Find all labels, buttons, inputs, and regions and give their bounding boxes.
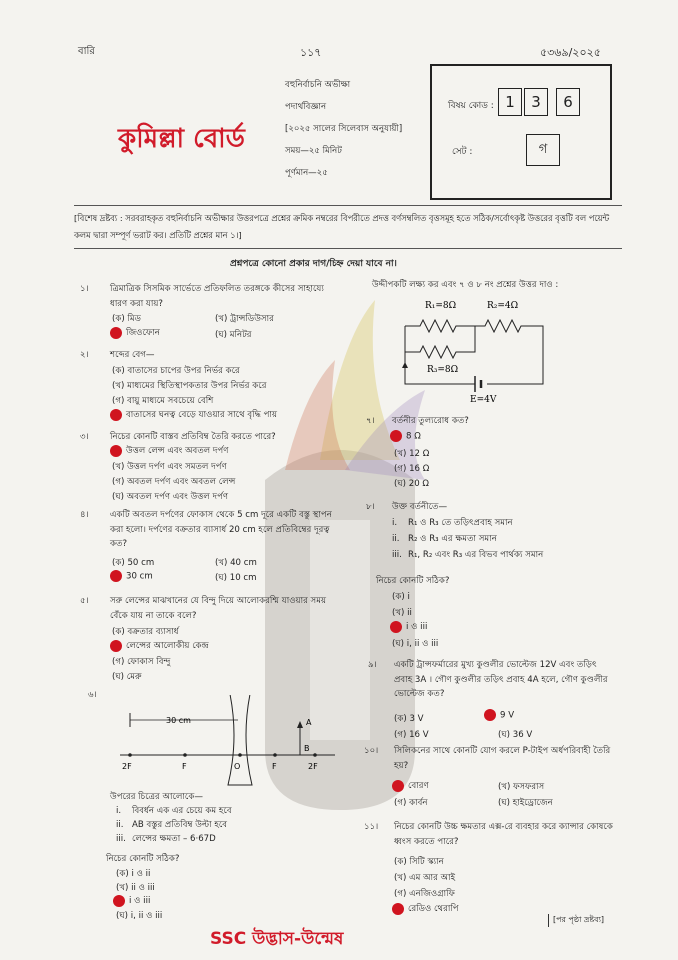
- option[interactable]: (খ) ট্রান্সডিউসার: [215, 314, 274, 324]
- statement: [392, 532, 497, 546]
- question-number: ১০।: [364, 746, 379, 756]
- question-text: শব্দের বেগ—: [110, 350, 155, 360]
- option[interactable]: (গ) বায়ু মাধ্যমে সবচেয়ে বেশি: [112, 396, 214, 406]
- question-text: সরু লেন্সের মাঝখানের যে বিন্দু দিয়ে আলোকরশ্মি যাওয়ার সময় বেঁকে যায় না তাকে বলে?: [110, 596, 327, 621]
- option[interactable]: (ক) বক্রতার ব্যাসার্ধ: [112, 627, 179, 637]
- question-text: একটি ট্রান্সফর্মারের মুখ্য কুণ্ডলীর ভোল্টেজ 12V এবং তড়িৎ প্রবাহ 3A । গৌণ কুণ্ডলীর তড়িৎ প্রবাহ 4A হলে, গৌণ কুণ্ডলীর ভোল্টেজ কত?: [394, 660, 608, 699]
- option-selected[interactable]: [110, 444, 228, 458]
- filled-bubble: [484, 709, 496, 721]
- instructions: [বিশেষ দ্রষ্টব্য : সরবরাহকৃত বহুনির্বাচনি অভীক্ষার উত্তরপত্রে প্রশ্নের ক্রমিক নম্বরের বিপরীতে প্রদত্ত বর্ণসম্বলিত বৃত্তসমূহ হতে সঠিক/সর্বোৎকৃষ্ট উত্তরের বৃত্তটি বল পয়েন্ট কলম দ্বারা সম্পূর্ণ ভরাট কর। প্রতিটি প্রশ্নের মান ১।]: [74, 213, 610, 240]
- option[interactable]: (ঘ) অবতল দর্পণ এবং উত্তল দর্পণ: [112, 492, 229, 502]
- board-title: কুমিল্লা বোর্ড: [118, 124, 245, 154]
- option-selected[interactable]: [110, 570, 153, 582]
- lens-diagram: [110, 695, 340, 790]
- question-number: ১।: [80, 284, 89, 294]
- option-label: 9 V: [500, 710, 515, 721]
- question-6-number: ৬।: [88, 690, 97, 700]
- option[interactable]: (গ) 16 Ω: [394, 464, 430, 474]
- roman-numeral: ii.: [116, 820, 124, 830]
- question-2: [80, 348, 155, 363]
- option[interactable]: (ক) সিটি স্ক্যান: [394, 857, 444, 867]
- statement-text: বিবর্ধন এক এর চেয়ে কম হবে: [132, 806, 232, 816]
- roman-numeral: iii.: [392, 550, 402, 560]
- option-label: বাতাসের ঘনত্ব বেড়ে যাওয়ার সাথে বৃদ্ধি পায়: [126, 410, 278, 420]
- question-number: ৭।: [366, 416, 375, 426]
- option-label: রেডিও থেরাপি: [408, 904, 459, 914]
- option-selected[interactable]: [392, 902, 459, 916]
- option[interactable]: (খ) 12 Ω: [394, 449, 430, 459]
- resistor-label: R₂=4Ω: [487, 301, 519, 311]
- roman-numeral: i.: [392, 518, 398, 528]
- question-number: ৪।: [80, 510, 89, 520]
- point-label: F: [182, 762, 187, 771]
- option[interactable]: (গ) অবতল দর্পণ এবং অবতল লেন্স: [112, 477, 236, 487]
- option-selected[interactable]: [110, 326, 160, 340]
- code-digit: 6: [556, 88, 580, 116]
- question-number: ৮।: [366, 502, 375, 512]
- filled-bubble: [110, 640, 122, 652]
- code-digit: 3: [524, 88, 548, 116]
- option-label: বোরণ: [408, 781, 429, 791]
- exam-time: সময়—২৫ মিনিট: [285, 146, 342, 156]
- statement-text: R₁ ও R₃ তে তড়িৎপ্রবাহ সমান: [408, 518, 513, 528]
- option[interactable]: (ঘ) 36 V: [498, 730, 533, 740]
- option-selected[interactable]: [110, 408, 277, 422]
- brand-footer: SSC উদ্ভাস-উন্মেষ: [210, 929, 344, 949]
- question-1: [80, 282, 335, 311]
- question-3: [80, 430, 276, 445]
- option[interactable]: (ঘ) i, ii ও iii: [116, 911, 163, 921]
- set-label: সেট :: [452, 147, 473, 157]
- stimulus-intro: উপরের চিত্রের আলোকে—: [110, 792, 203, 802]
- option[interactable]: (গ) 16 V: [394, 730, 429, 740]
- stimulus-intro: উদ্দীপকটি লক্ষ্য কর এবং ৭ ও ৮ নং প্রশ্নের উত্তর দাও :: [372, 280, 559, 290]
- option[interactable]: (ঘ) 20 Ω: [394, 479, 429, 489]
- code-digit: 1: [498, 88, 522, 116]
- warning: প্রশ্নপত্রে কোনো প্রকার দাগ/চিহ্ন দেয়া যাবে না।: [230, 259, 397, 269]
- statement-text: R₂ ও R₃ এর ক্ষমতা সমান: [408, 534, 497, 544]
- divider: [74, 205, 622, 206]
- question-text: উক্ত বর্তনীতে—: [392, 502, 448, 512]
- filled-bubble: [110, 445, 122, 457]
- option[interactable]: (গ) এনজিওগ্রাফি: [394, 889, 455, 899]
- filled-bubble: [110, 570, 122, 582]
- option-label: i ও iii: [406, 622, 428, 632]
- question-text: নিচের কোনটি উচ্চ ক্ষমতার এক্স-রে ব্যবহার করে ক্যান্সার কোষকে ধ্বংস করতে পারে?: [394, 822, 613, 847]
- exam-marks: পূর্ণমান—২৫: [285, 168, 328, 178]
- distance-label: 30 cm: [166, 716, 191, 725]
- filled-bubble: [390, 430, 402, 442]
- paper-code: ৫৩৬৯/২০২৫: [540, 46, 601, 59]
- header-left: বারি: [78, 46, 95, 57]
- filled-bubble: [110, 327, 122, 339]
- resistor-label: R₃=8Ω: [427, 365, 459, 375]
- option[interactable]: (ক) i: [392, 592, 410, 602]
- roman-numeral: i.: [116, 806, 122, 816]
- resistor-label: R₁=8Ω: [425, 301, 457, 311]
- option[interactable]: (ক) মিড: [112, 314, 142, 324]
- question-text: ত্রিমাত্রিক সিসমিক সার্ভেতে প্রতিফলিত তরঙ্গকে কীসের সাহায্যে ধারণ করা যায়?: [110, 284, 324, 309]
- filled-bubble: [392, 903, 404, 915]
- option[interactable]: (খ) ii ও iii: [116, 883, 155, 893]
- roman-numeral: iii.: [116, 834, 126, 844]
- option[interactable]: (ঘ) i, ii ও iii: [392, 639, 439, 649]
- option-label: উত্তল লেন্স এবং অবতল দর্পণ: [126, 446, 229, 456]
- option-selected[interactable]: [110, 639, 209, 653]
- statement: [392, 548, 543, 562]
- question-prompt: নিচের কোনটি সঠিক?: [106, 854, 180, 864]
- question-8: [366, 500, 448, 515]
- option-label: 8 Ω: [406, 431, 421, 442]
- question-number: ২।: [80, 350, 89, 360]
- option[interactable]: (ঘ) মেরু: [112, 672, 142, 682]
- statement: [116, 804, 232, 818]
- option[interactable]: (ঘ) মনিটর: [215, 330, 252, 340]
- exam-subject: পদার্থবিজ্ঞান: [285, 102, 327, 112]
- option[interactable]: (খ) ফসফরাস: [498, 782, 545, 792]
- option[interactable]: (ঘ) হাইড্রোজেন: [498, 798, 553, 808]
- option-selected[interactable]: [390, 620, 427, 634]
- subject-code-label: বিষয় কোড :: [448, 101, 494, 111]
- option[interactable]: (খ) এম আর আই: [394, 873, 456, 883]
- point-label: A: [306, 718, 312, 727]
- statement: [392, 516, 513, 530]
- question-number: ৫।: [80, 596, 89, 606]
- point-label: O: [234, 762, 241, 771]
- exam-type: বহুনির্বাচনি অভীক্ষা: [285, 80, 351, 90]
- option[interactable]: (ক) বাতাসের চাপের উপর নির্ভর করে: [112, 366, 240, 376]
- question-11: [364, 820, 616, 849]
- statement-text: R₁, R₂ এবং R₃ এর বিভব পার্থক্য সমান: [408, 550, 544, 560]
- point-label: 2F: [122, 762, 132, 771]
- option[interactable]: (ক) 3 V: [394, 714, 424, 724]
- question-10: [364, 744, 616, 773]
- point-label: B: [304, 744, 310, 753]
- option-selected[interactable]: [392, 779, 429, 793]
- statement-text: AB বস্তুর প্রতিবিম্ব উল্টা হবে: [132, 820, 228, 830]
- option[interactable]: (খ) উত্তল দর্পণ এবং সমতল দর্পণ: [112, 462, 227, 472]
- option-label: লেন্সের আলোকীয় কেন্দ্র: [126, 641, 209, 651]
- question-4: [80, 508, 340, 552]
- question-number: ৯।: [368, 660, 377, 670]
- point-label: F: [272, 762, 277, 771]
- option[interactable]: (খ) 40 cm: [215, 558, 257, 568]
- question-number: ৩।: [80, 432, 89, 442]
- question-text: বর্তনীর তুল্যরোধ কত?: [392, 416, 469, 426]
- code-box: [430, 64, 612, 200]
- exam-info: [285, 74, 402, 184]
- question-text: একটি অবতল দর্পণের ফোকাস থেকে 5 cm দূরে একটি বস্তু স্থাপন করা হলো। দর্পণের বক্রতার ব্যাসার্ধ 20 cm হলে প্রতিবিম্বের দূরত্ব কত?: [110, 510, 332, 549]
- option-label: i ও iii: [129, 896, 151, 906]
- question-text: নিচের কোনটি বাস্তব প্রতিবিম্ব তৈরি করতে পারে?: [110, 432, 276, 442]
- divider: [74, 248, 622, 249]
- option[interactable]: (ক) i ও ii: [116, 869, 151, 879]
- question-number: ১১।: [364, 822, 379, 832]
- question-5: [80, 594, 340, 623]
- next-page-note: [পর পৃষ্ঠা দ্রষ্টব্য]: [548, 914, 604, 927]
- option[interactable]: (গ) কার্বন: [394, 798, 428, 808]
- filled-bubble: [390, 621, 402, 633]
- option-label: জিওফোন: [126, 328, 160, 338]
- filled-bubble: [113, 895, 125, 907]
- question-text: সিলিকনের সাথে কোনটি যোগ করলে P-টাইপ অর্ধপরিবাহী তৈরি হয়?: [394, 746, 611, 771]
- filled-bubble: [392, 780, 404, 792]
- statement: [116, 832, 216, 846]
- statement-text: লেন্সের ক্ষমতা – 6·67D: [132, 834, 216, 844]
- page-number: ১১৭: [300, 46, 322, 59]
- circuit-diagram: [395, 294, 555, 406]
- point-label: 2F: [308, 762, 318, 771]
- option-selected[interactable]: [390, 430, 421, 442]
- option[interactable]: (খ) ii: [392, 608, 412, 618]
- statement: [116, 818, 227, 832]
- roman-numeral: ii.: [392, 534, 400, 544]
- option-selected[interactable]: [484, 709, 514, 721]
- option[interactable]: (ঘ) 10 cm: [215, 573, 257, 583]
- option[interactable]: (ক) 50 cm: [112, 558, 155, 568]
- option-label: 30 cm: [126, 571, 153, 582]
- emf-label: E=4V: [470, 395, 497, 405]
- exam-syllabus: [২০২৫ সালের সিলেবাস অনুযায়ী]: [285, 124, 403, 134]
- question-9: [368, 658, 616, 702]
- option[interactable]: (খ) মাধ্যমের স্থিতিস্থাপকতার উপর নির্ভর করে: [112, 381, 267, 391]
- filled-bubble: [110, 409, 122, 421]
- question-prompt: নিচের কোনটি সঠিক?: [376, 576, 450, 586]
- option-selected[interactable]: [113, 894, 150, 908]
- option[interactable]: (গ) ফোকাস বিন্দু: [112, 657, 171, 667]
- question-7: [366, 414, 469, 429]
- set-value: গ: [526, 134, 560, 166]
